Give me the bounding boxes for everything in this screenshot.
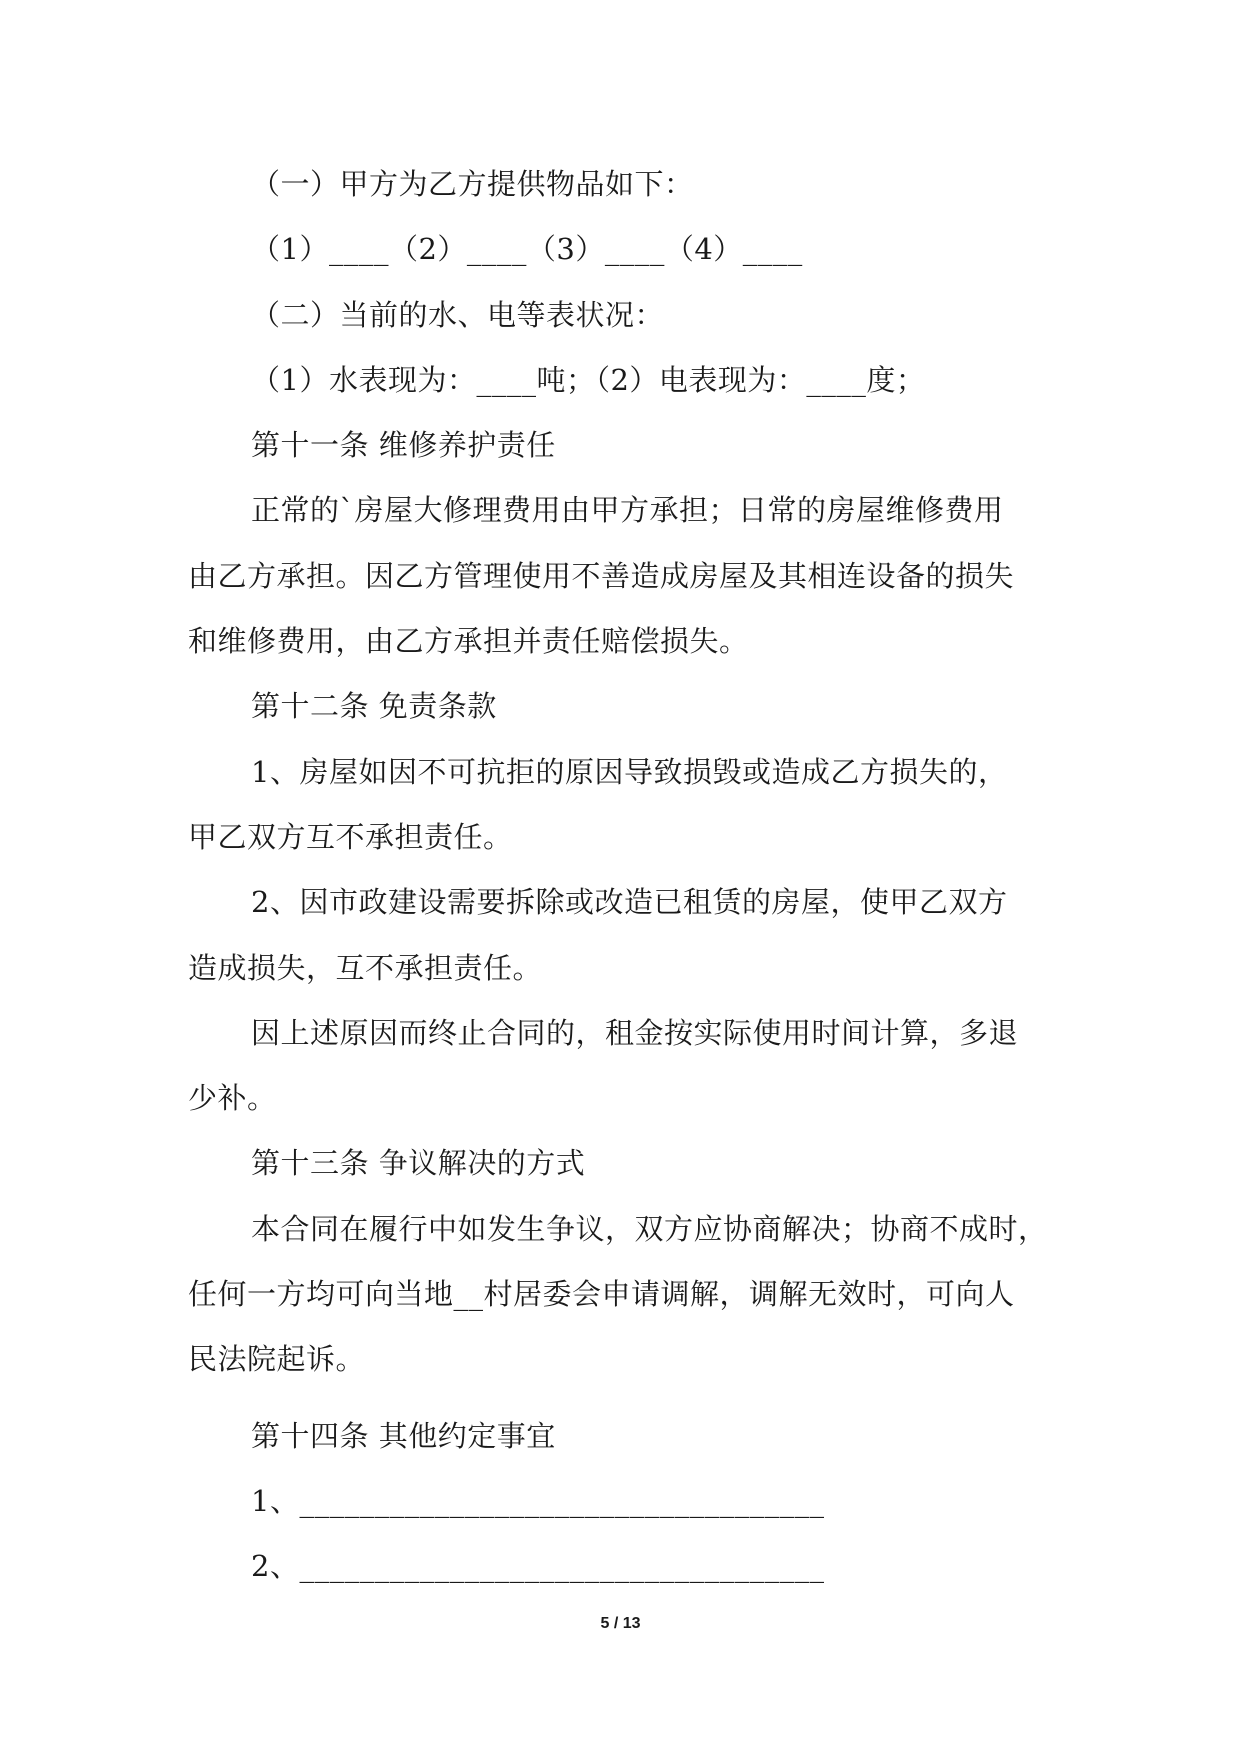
text-line: 本合同在履行中如发生争议，双方应协商解决；协商不成时， bbox=[251, 1211, 1048, 1246]
text-line: 造成损失，互不承担责任。 bbox=[188, 950, 543, 985]
section-heading: 第十一条 维修养护责任 bbox=[251, 428, 556, 463]
text-line: 甲乙双方互不承担责任。 bbox=[188, 819, 513, 854]
text-line: 民法院起诉。 bbox=[188, 1342, 366, 1377]
text-line: 正常的`房屋大修理费用由甲方承担；日常的房屋维修费用 bbox=[251, 493, 1004, 528]
text-line: 任何一方均可向当地__村居委会申请调解，调解无效时，可向人 bbox=[188, 1277, 1015, 1312]
section-heading: 第十四条 其他约定事宜 bbox=[251, 1418, 556, 1453]
text-line: 因上述原因而终止合同的，租金按实际使用时间计算，多退 bbox=[251, 1015, 1019, 1050]
section-heading: 第十二条 免责条款 bbox=[251, 689, 497, 724]
text-line: （一）甲方为乙方提供物品如下： bbox=[251, 167, 694, 201]
text-line: （1）____（2）____（3）____（4）____ bbox=[251, 232, 803, 267]
page-number: 5 / 13 bbox=[600, 1615, 641, 1632]
section-heading: 第十三条 争议解决的方式 bbox=[251, 1146, 586, 1181]
text-line: 2、___________________________________ bbox=[251, 1549, 825, 1584]
text-line: 由乙方承担。因乙方管理使用不善造成房屋及其相连设备的损失 bbox=[188, 558, 1015, 593]
text-line: 2、因市政建设需要拆除或改造已租赁的房屋，使甲乙双方 bbox=[251, 885, 1008, 920]
text-line: 少补。 bbox=[188, 1081, 277, 1116]
text-line: 1、___________________________________ bbox=[251, 1483, 825, 1518]
text-line: 1、房屋如因不可抗拒的原因导致损毁或造成乙方损失的， bbox=[251, 754, 1008, 789]
text-line: （二）当前的水、电等表状况： bbox=[251, 297, 665, 332]
spacer bbox=[188, 1393, 1058, 1404]
text-line: （1）水表现为：____吨；（2）电表现为：____度； bbox=[251, 362, 926, 397]
text-line: 和维修费用，由乙方承担并责任赔偿损失。 bbox=[188, 624, 749, 659]
document-body bbox=[188, 152, 1058, 1600]
